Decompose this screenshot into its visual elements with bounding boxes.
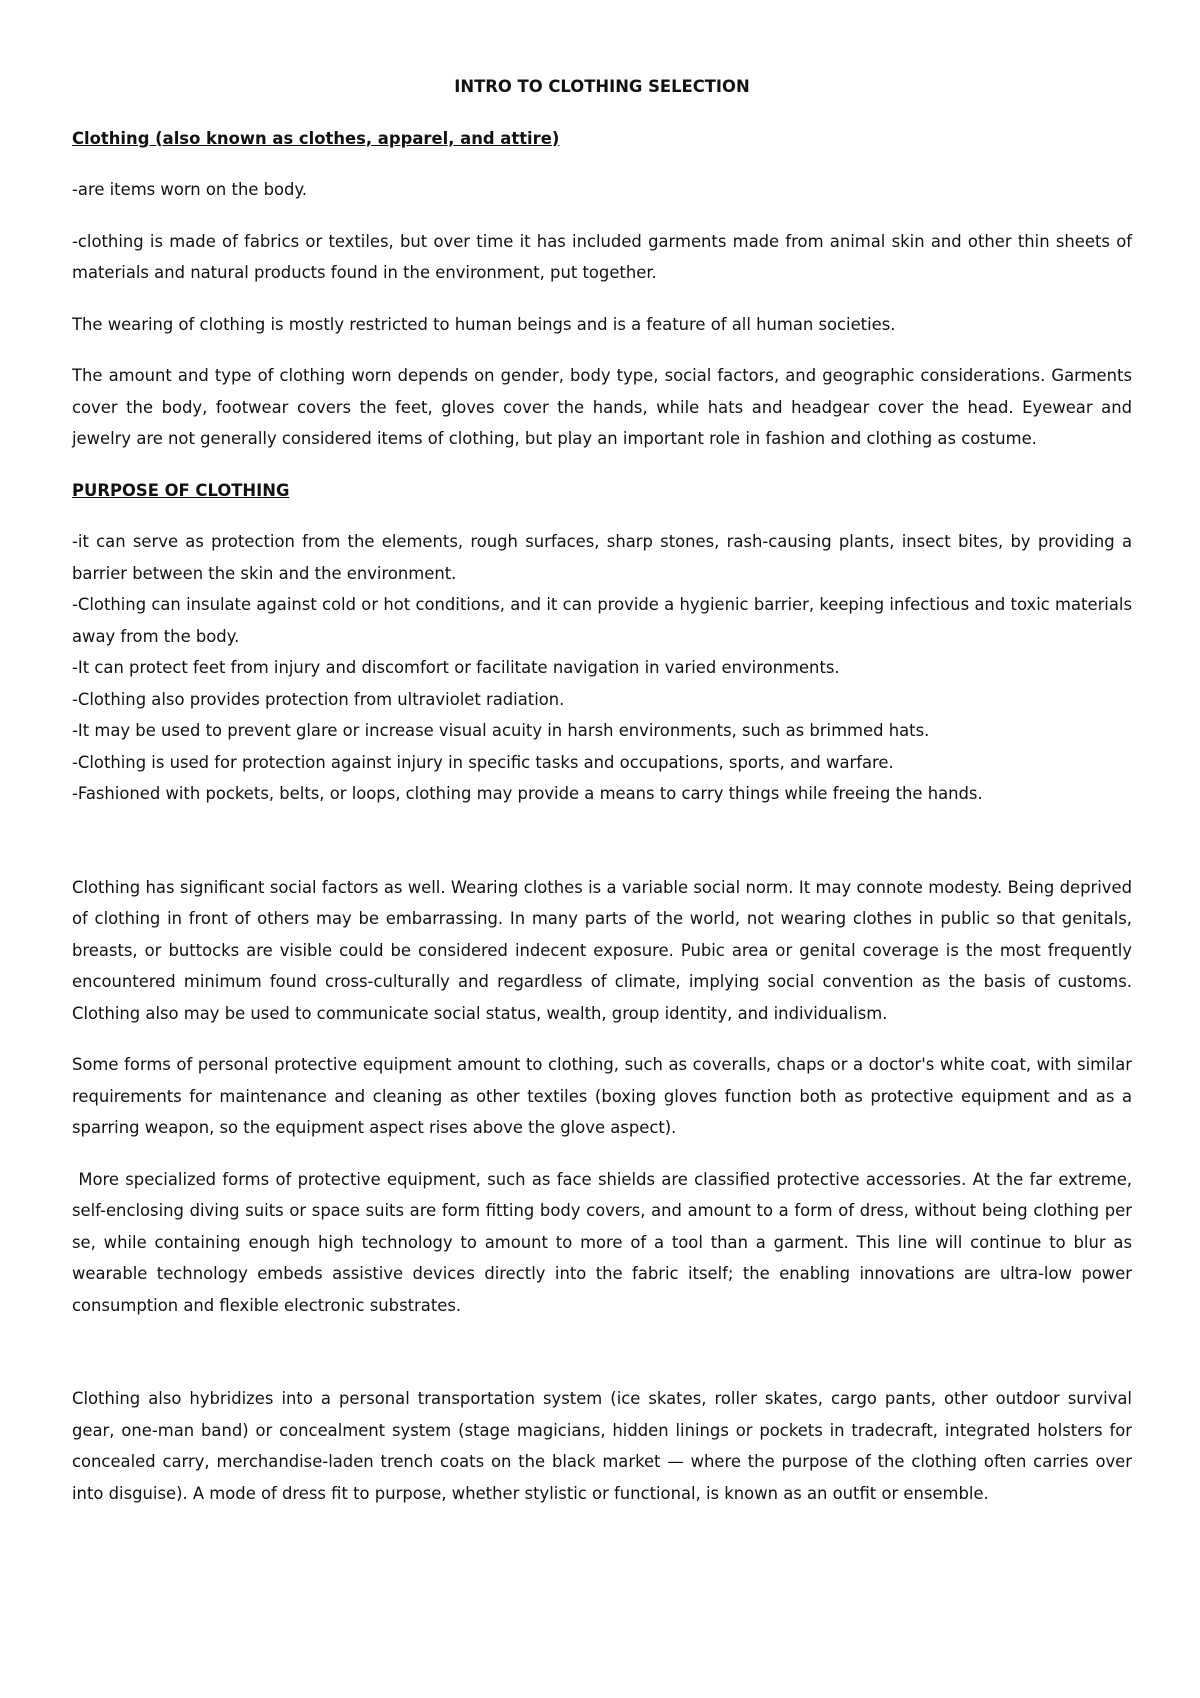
list-item: -Clothing also provides protection from ultraviolet radiation.: [72, 689, 565, 709]
paragraph-fabrics: -clothing is made of fabrics or textiles, but over time it has included garments made from animal skin and other thin sheets of materials and natural products found in the environment, put together.: [72, 231, 1132, 282]
purpose-list: [72, 526, 1132, 810]
paragraph-protective-equipment: Some forms of personal protective equipment amount to clothing, such as coveralls, chaps or a doctor's white coat, with similar requirements for maintenance and cleaning as other textiles (boxing gloves function both as protective equipment and as a sparring weapon, so the equipment aspect rises above the glove aspect).: [72, 1055, 1132, 1137]
list-item: -Fashioned with pockets, belts, or loops, clothing may provide a means to carry things while freeing the hands.: [72, 784, 983, 803]
paragraph-human-societies: The wearing of clothing is mostly restricted to human beings and is a feature of all human societies.: [72, 314, 896, 334]
section-heading-clothing: Clothing (also known as clothes, apparel, and attire): [72, 128, 560, 148]
list-item: -It may be used to prevent glare or increase visual acuity in harsh environments, such as brimmed hats.: [72, 721, 930, 740]
list-item: -Clothing can insulate against cold or hot conditions, and it can provide a hygienic barrier, keeping infectious and toxic materials away from the body.: [72, 595, 1132, 646]
paragraph-specialized-equipment: More specialized forms of protective equipment, such as face shields are classified protective accessories. At the far extreme, self-enclosing diving suits or space suits are form fitting body covers, and amount to a form of dress, without being clothing per se, while containing enough high technology to amount to more of a tool than a garment. This line will continue to blur as wearable technology embeds assistive devices directly into the fabric itself; the enabling innovations are ultra-low power consumption and flexible electronic substrates.: [72, 1169, 1138, 1315]
list-item: -It can protect feet from injury and discomfort or facilitate navigation in varied environments.: [72, 658, 840, 677]
section-heading-purpose: PURPOSE OF CLOTHING: [72, 480, 290, 500]
paragraph-amount-and-type: The amount and type of clothing worn depends on gender, body type, social factors, and geographic considerations. Garments cover the body, footwear covers the feet, gloves cover the hands, while hats and headgear cover the head. Eyewear and jewelry are not generally considered items of clothing, but play an important role in fashion and clothing as costume.: [72, 366, 1132, 448]
list-item: -Clothing is used for protection against injury in specific tasks and occupations, sports, and warfare.: [72, 752, 894, 772]
list-item: -it can serve as protection from the elements, rough surfaces, sharp stones, rash-causing plants, insect bites, by providing a barrier between the skin and the environment.: [72, 532, 1132, 583]
paragraph-hybridizes: Clothing also hybridizes into a personal transportation system (ice skates, roller skates, cargo pants, other outdoor survival gear, one-man band) or concealment system (stage magicians, hidden linings or pockets in tradecraft, integrated holsters for concealed carry, merchandise-laden trench coats on the black market — where the purpose of the clothing often carries over into disguise). A mode of dress fit to purpose, whether stylistic or functional, is known as an outfit or ensemble.: [72, 1389, 1132, 1503]
paragraph-social-factors: Clothing has significant social factors as well. Wearing clothes is a variable social norm. It may connote modesty. Being deprived of clothing in front of others may be embarrassing. In many parts of the world, not wearing clothes in public so that genitals, breasts, or buttocks are visible could be considered indecent exposure. Pubic area or genital coverage is the most frequently encountered minimum found cross-culturally and regardless of climate, implying social convention as the basis of customs. Clothing also may be used to communicate social status, wealth, group identity, and individualism.: [72, 877, 1132, 1023]
document-body: [72, 71, 1138, 1509]
paragraph-items-worn: -are items worn on the body.: [72, 180, 308, 199]
document-title: INTRO TO CLOTHING SELECTION: [454, 77, 750, 96]
